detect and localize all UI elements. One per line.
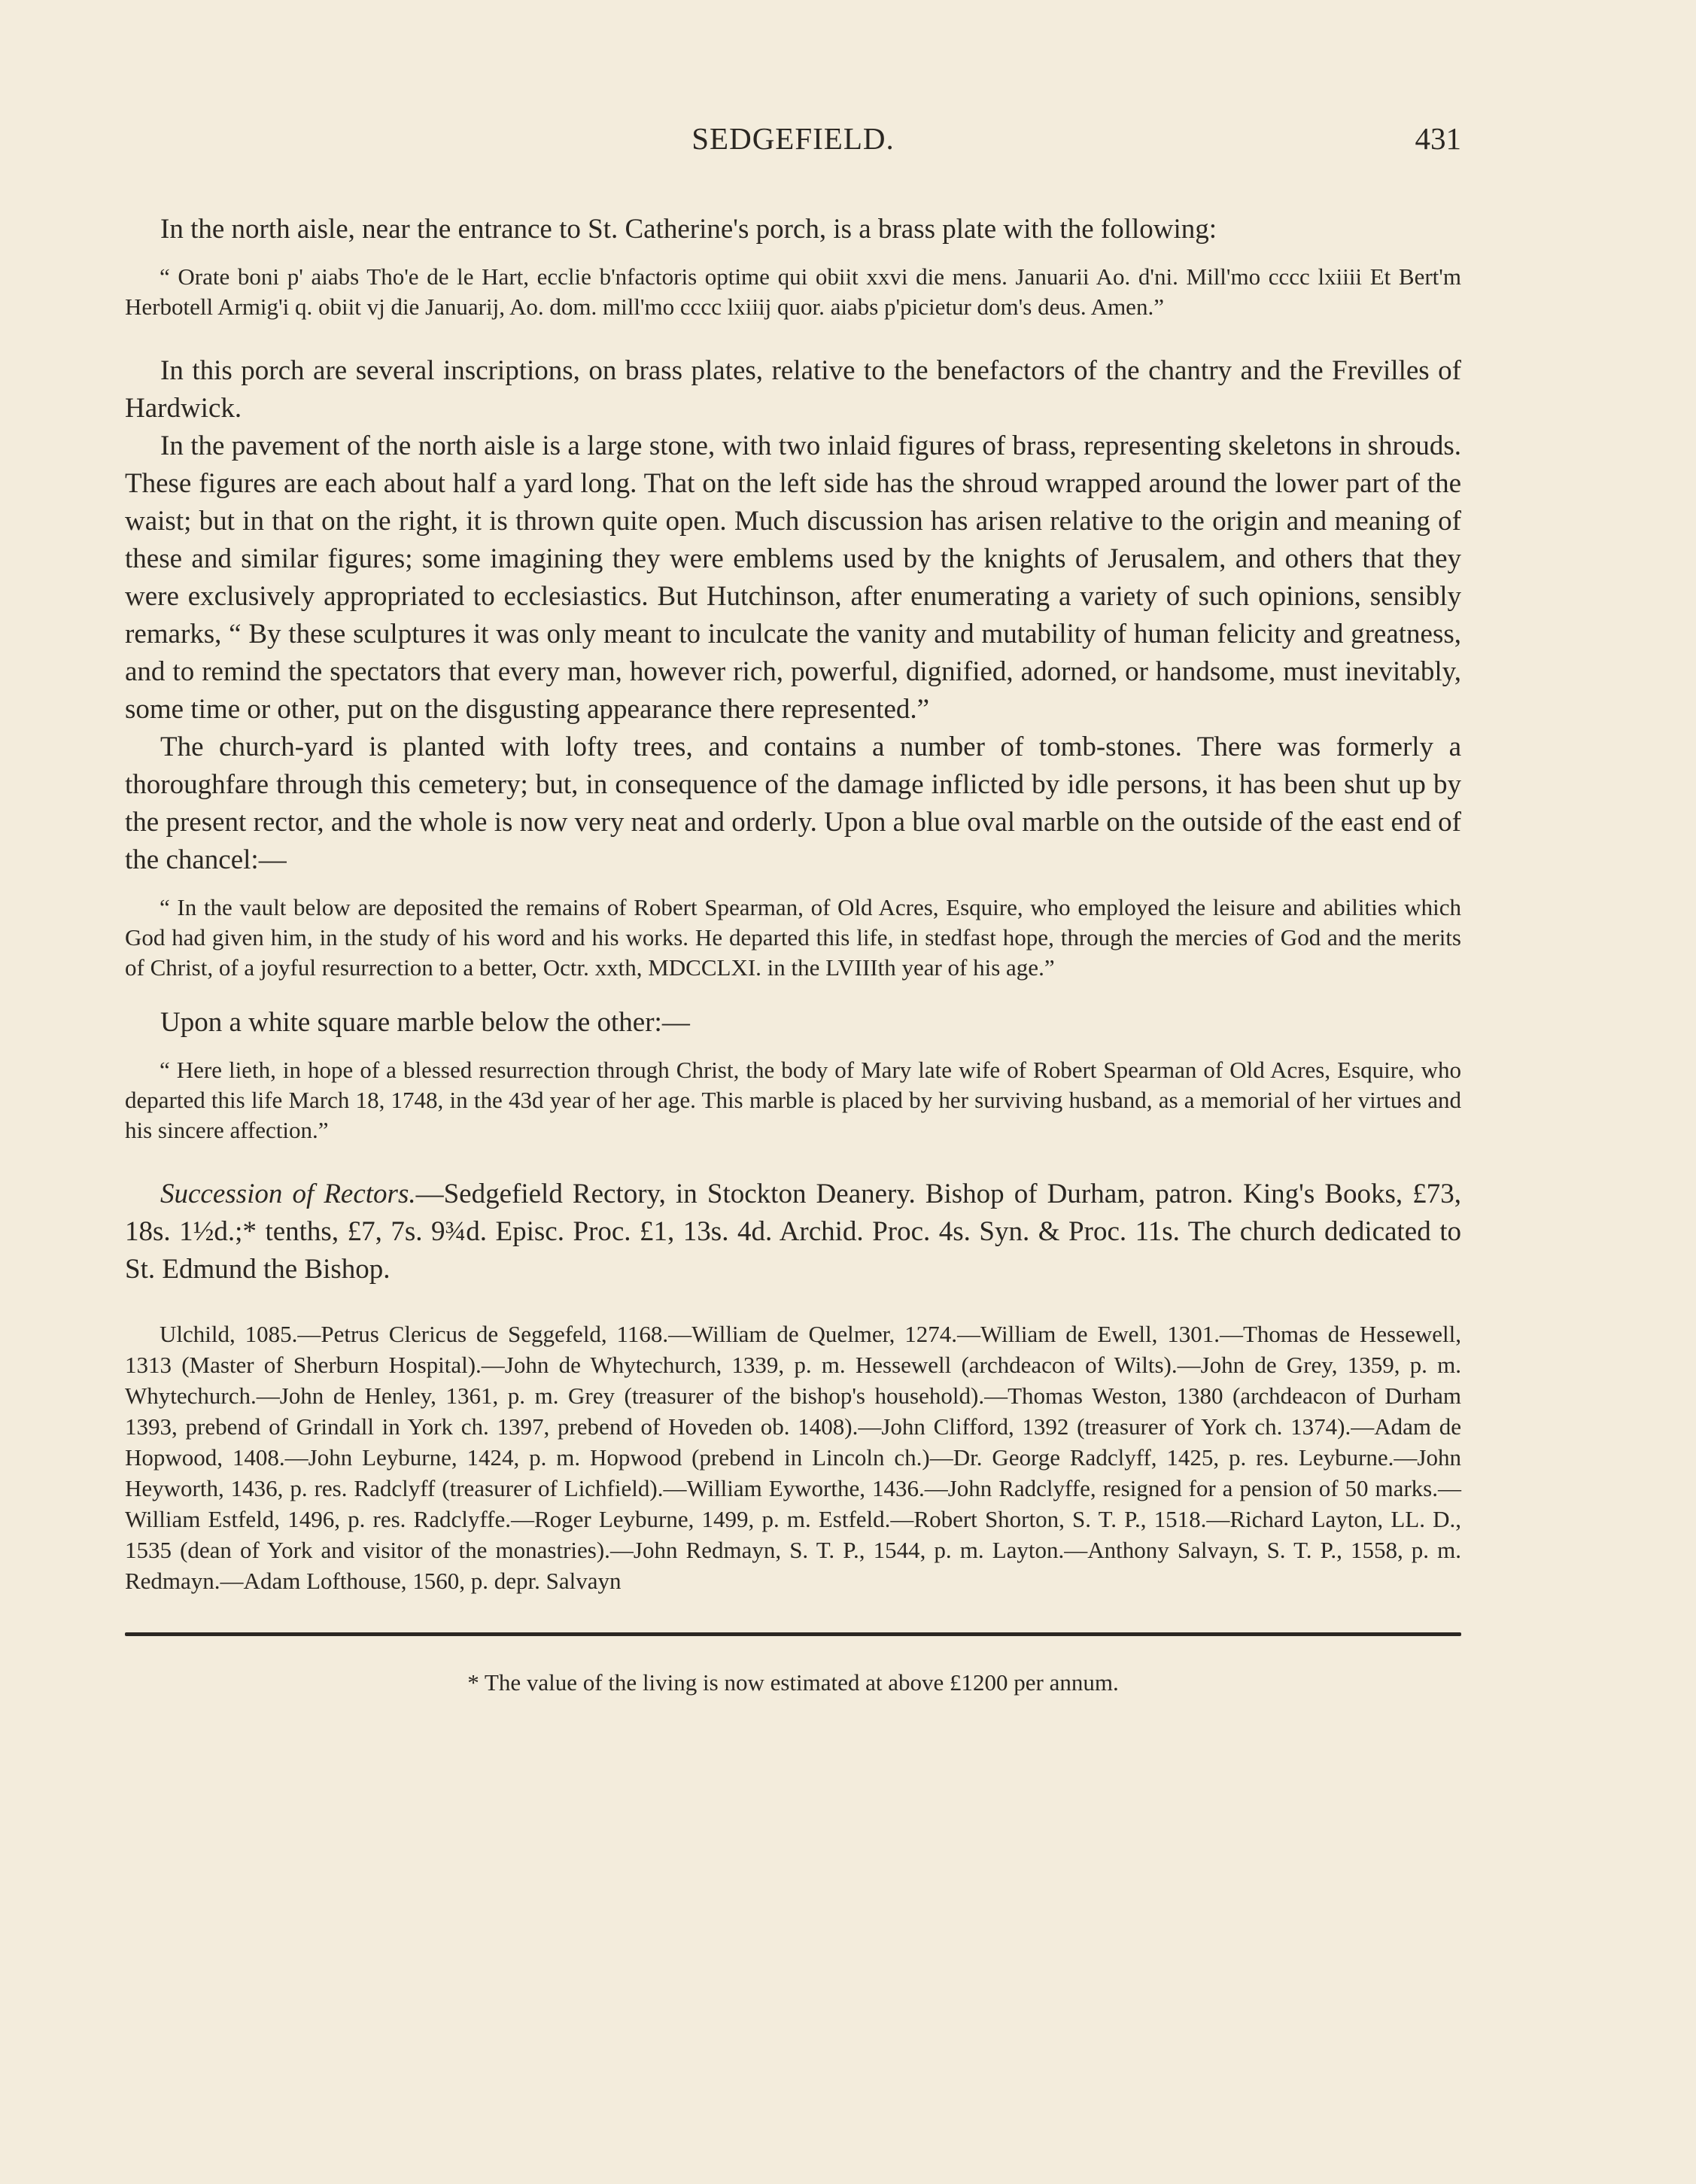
paragraph-brass-plate-intro: In the north aisle, near the entrance to St. Catherine's porch, is a brass plate with the following:	[160, 214, 1217, 245]
list-of-rectors: Ulchild, 1085.—Petrus Clericus de Seggefeld, 1168.—William de Quelmer, 1274.—William de Ewell, 1301.—Thomas de Hessewell, 1313 (Master of Sherburn Hospital).—John de Whytechurch, 1339, p. m. Hessewell (archdeacon of Wilts).—John de Grey, 1359, p. m. Whytechurch.—John de Henley, 1361, p. m. Grey (treasurer of the bishop's household).—Thomas Weston, 1380 (archdeacon of Durham 1393, prebend of Grindall in York ch. 1397, prebend of Hoveden ob. 1408).—John Clifford, 1392 (treasurer of York ch. 1374).—Adam de Hopwood, 1408.—John Leyburne, 1424, p. m. Hopwood (prebend in Lincoln ch.)—Dr. George Radclyff, 1425, p. res. Leyburne.—John Heyworth, 1436, p. res. Radclyff (treasurer of Lichfield).—William Eyworthe, 1436.—John Radclyffe, resigned for a pension of 50 marks.—William Estfeld, 1496, p. res. Radclyffe.—Roger Leyburne, 1499, p. m. Estfeld.—Robert Shorton, S. T. P., 1518.—Richard Layton, LL. D., 1535 (dean of York and visitor of the monastries).—John Redmayn, S. T. P., 1544, p. m. Layton.—Anthony Salvayn, S. T. P., 1558, p. m. Redmayn.—Adam Lofthouse, 1560, p. depr. Salvayn	[125, 1321, 1461, 1594]
paragraph-white-marble: Upon a white square marble below the other:—	[160, 1007, 690, 1038]
paragraph-churchyard: The church-yard is planted with lofty trees, and contains a number of tomb-stones. There was formerly a thoroughfare through this cemetery; but, in consequence of the damage inflicted by idle persons, it has been shut up by the present rector, and the whole is now very neat and orderly. Upon a blue oval marble on the outside of the east end of the chancel:—	[125, 732, 1461, 875]
page-number: 431	[1415, 121, 1461, 156]
paragraph-porch: In this porch are several inscriptions, on brass plates, relative to the benefactors of the chantry and the Frevilles of Hardwick.	[125, 355, 1461, 424]
footnote-rule	[125, 1632, 1461, 1636]
inscription-robert-spearman: “ In the vault below are deposited the remains of Robert Spearman, of Old Acres, Esquire, who employed the leisure and abilities which God had given him, in the study of his word and his works. He departed this life, in stedfast hope, through the mercies of God and the merits of Christ, of a joyful resurrection to a better, Octr. xxth, MDCCLXI. in the LVIIIth year of his age.”	[125, 894, 1461, 981]
paragraph-succession-of-rectors	[125, 1176, 1461, 1288]
inscription-hart: “ Orate boni p' aiabs Tho'e de le Hart, ecclie b'nfactoris optime qui obiit xxvi die mens. Januarii Ao. d'ni. Mill'mo cccc lxiiii Et Bert'm Herbotell Armig'i q. obiit vj die Januarij, Ao. dom. mill'mo cccc lxiiij quor. aiabs p'picietur dom's deus. Amen.”	[125, 263, 1461, 320]
succession-text: —Sedgefield Rectory, in Stockton Deanery. Bishop of Durham, patron. King's Books, £73, 18s. 1½d.;* tenths, £7, 7s. 9¾d. Episc. Proc. £1, 13s. 4d. Archid. Proc. 4s. Syn. & Proc. 11s. The church dedicated to St. Edmund the Bishop.	[125, 1179, 1462, 1285]
footnote: * The value of the living is now estimated at above £1200 per annum.	[467, 1669, 1119, 1696]
paragraph-pavement: In the pavement of the north aisle is a large stone, with two inlaid figures of brass, representing skeletons in shrouds. These figures are each about half a yard long. That on the left side has the shroud wrapped around the lower part of the waist; but in that on the right, it is thrown quite open. Much discussion has arisen relative to the origin and meaning of these and similar figures; some imagining they were emblems used by the knights of Jerusalem, and others that they were exclusively appropriated to ecclesiastics. But Hutchinson, after enumerating a variety of such opinions, sensibly remarks, “ By these sculptures it was only meant to inculcate the vanity and mutability of human felicity and greatness, and to remind the spectators that every man, however rich, powerful, dignified, adorned, or handsome, must inevitably, some time or other, put on the disgusting appearance there represented.”	[125, 430, 1461, 725]
running-title: SEDGEFIELD.	[691, 121, 895, 156]
succession-heading: Succession of Rectors.	[160, 1179, 416, 1209]
book-page	[125, 120, 1461, 1696]
inscription-mary-spearman: “ Here lieth, in hope of a blessed resurrection through Christ, the body of Mary late wife of Robert Spearman of Old Acres, Esquire, who departed this life March 18, 1748, in the 43d year of her age. This marble is placed by her surviving husband, as a memorial of her virtues and his sincere affection.”	[125, 1057, 1461, 1143]
page-header	[125, 120, 1461, 173]
